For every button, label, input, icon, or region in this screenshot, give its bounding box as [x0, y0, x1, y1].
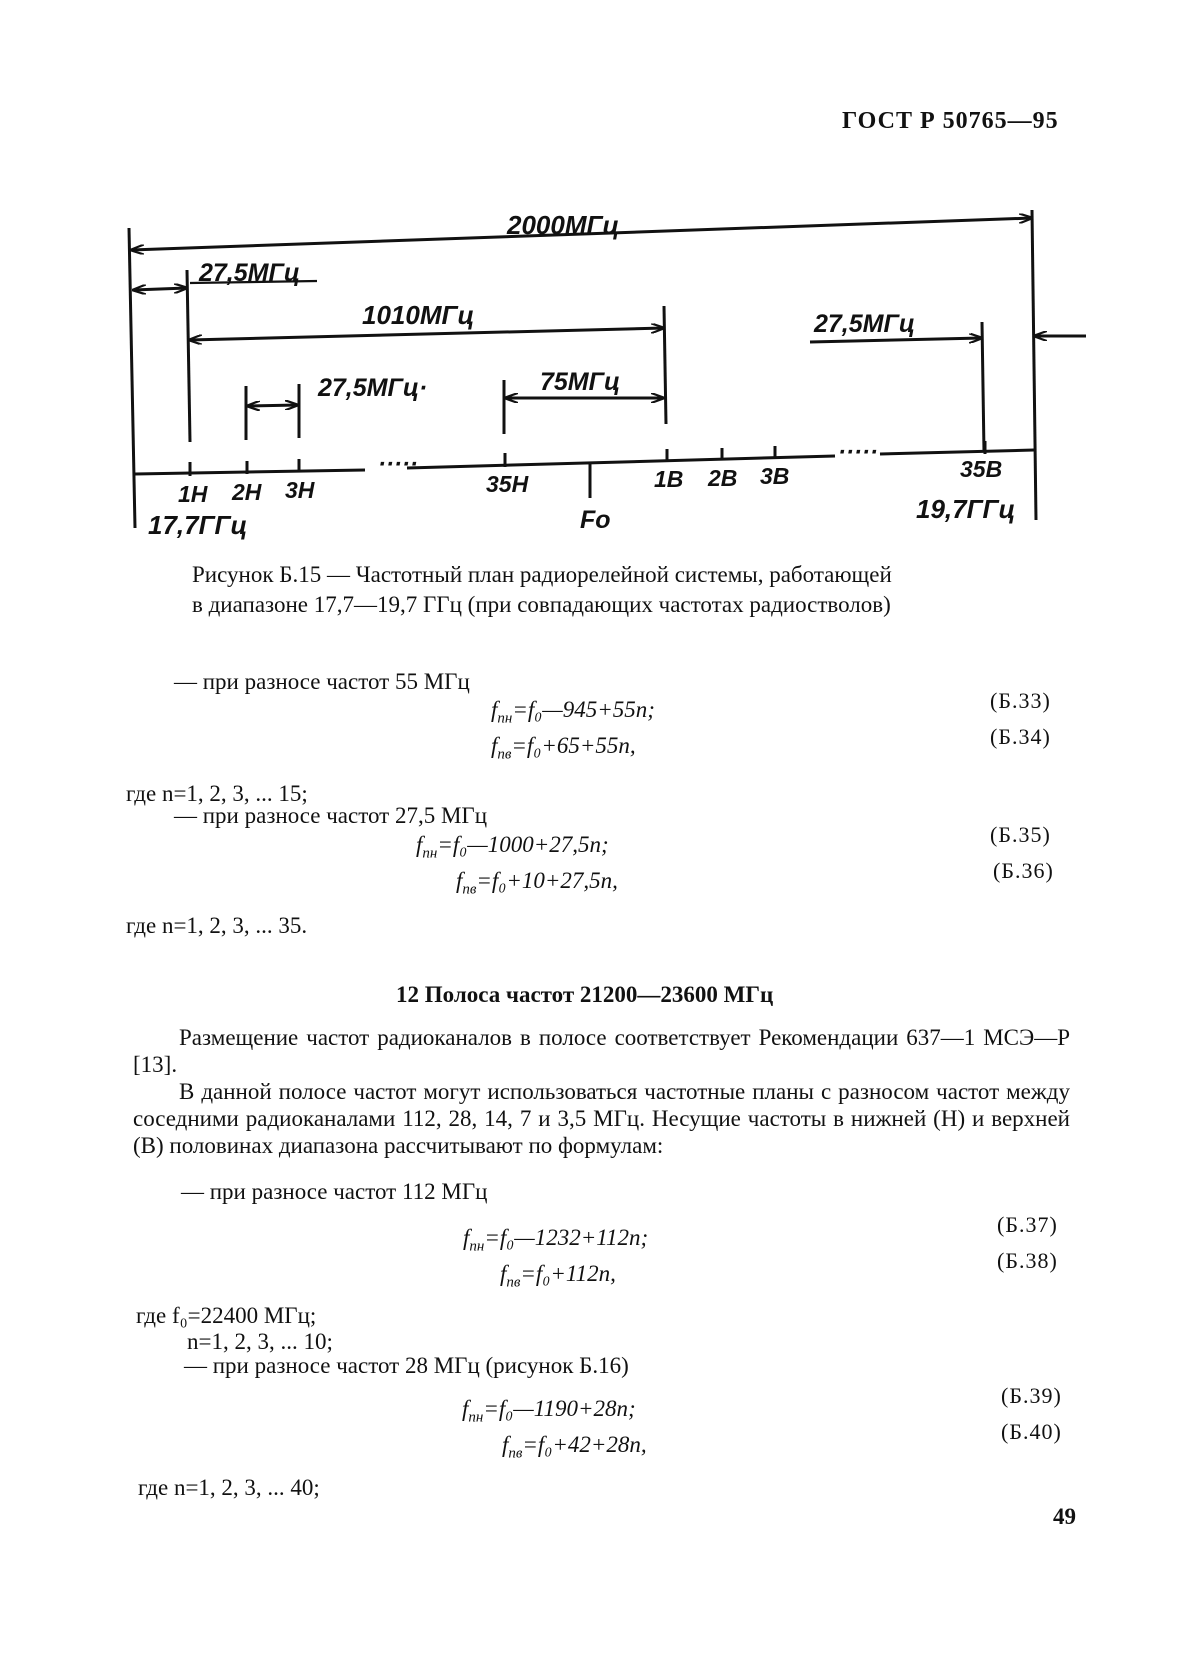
low-frequency-label: 17,7ГГц — [148, 510, 248, 540]
axis-right — [880, 450, 1034, 454]
channel-spacing-arrow — [247, 405, 298, 406]
eq-number-b34: (Б.34) — [990, 724, 1051, 749]
formula-b39: $f_{nн}=f_0—1190+28n$; — [462, 1396, 636, 1426]
eq-number-b37: (Б.37) — [997, 1212, 1058, 1237]
center-gap-label: 75МГц — [540, 368, 621, 396]
first-channel-line — [187, 270, 190, 442]
tick-label-3v: 3В — [760, 463, 790, 489]
right-guard-label: 27,5МГц — [814, 310, 915, 338]
block4-intro: — при разносе частот 28 МГц (рисунок Б.16) — [184, 1353, 629, 1378]
eq-number-b33: (Б.33) — [990, 688, 1051, 713]
tick-label-2v: 2В — [708, 465, 738, 491]
section-title: 12 Полоса частот 21200—23600 МГц — [396, 982, 774, 1007]
band-start-line — [129, 228, 135, 528]
block4-where: где n=1, 2, 3, ... 40; — [138, 1475, 320, 1500]
axis-ellipsis-right: ····· — [838, 439, 878, 466]
formula-b40: $f_{nв}=f_0+42+28n$, — [502, 1432, 647, 1462]
total-band-label: 2000МГц — [507, 210, 620, 240]
lower-half-label: 1010МГц — [362, 300, 475, 330]
formula-b37: $f_{nн}=f_0—1232+112n$; — [463, 1225, 649, 1255]
page-number: 49 — [1053, 1504, 1076, 1529]
block2-intro: — при разносе частот 27,5 МГц — [174, 803, 488, 828]
left-guard-arrow — [133, 288, 187, 290]
paragraph-2: В данной полосе частот могут использоваться частотные планы с разносом частот между соседними радиоканалами 112, 28, 14, 7 и 3,5 МГц. Несущие частоты в нижней (Н) и верхней (В) половинах диапазона рассчитывают по формулам: — [133, 1079, 1070, 1158]
formula-b35: $f_{nн}=f_0—1000+27,5n$; — [416, 832, 609, 862]
right-guard-arrow-in — [810, 338, 982, 342]
block1-intro: — при разносе частот 55 МГц — [174, 669, 470, 694]
paragraph-1: Размещение частот радиоканалов в полосе соответствует Рекомендации 637—1 МСЭ—Р [13]. — [133, 1025, 1070, 1077]
axis-left — [135, 470, 365, 474]
block3-where-f0: где f₀=22400 МГц; — [136, 1303, 317, 1328]
tick-label-1n: 1Н — [178, 481, 208, 507]
tick-label-1v: 1В — [654, 466, 684, 492]
center-frequency-label: Fo — [580, 506, 611, 534]
block1-where: где n=1, 2, 3, ... 15; — [126, 781, 308, 806]
eq-number-b38: (Б.38) — [997, 1248, 1058, 1273]
formula-b33: $f_{nн}=f_0—945+55n$; — [491, 697, 655, 727]
ch35v-line — [982, 322, 984, 452]
block3-where-n: n=1, 2, 3, ... 10; — [187, 1329, 333, 1354]
eq-number-b39: (Б.39) — [1001, 1383, 1062, 1408]
block3-intro: — при разносе частот 112 МГц — [181, 1179, 488, 1204]
tick-label-2n: 2Н — [232, 479, 262, 505]
frequency-plan-figure — [0, 0, 1187, 560]
formula-b38: $f_{nв}=f_0+112n$, — [500, 1261, 616, 1291]
figure-caption — [192, 560, 1012, 620]
standard-header: ГОСТ Р 50765—95 — [842, 108, 1059, 134]
left-guard-label: 27,5МГц — [199, 259, 300, 287]
formula-b34: $f_{nв}=f_0+65+55n$, — [491, 733, 636, 763]
caption-line-2: в диапазоне 17,7—19,7 ГГц (при совпадающих частотах радиостволов) — [192, 592, 891, 617]
formula-b36: $f_{nв}=f_0+10+27,5n$, — [456, 868, 618, 898]
block2-where: где n=1, 2, 3, ... 35. — [126, 913, 308, 938]
eq-number-b35: (Б.35) — [990, 822, 1051, 847]
eq-number-b40: (Б.40) — [1001, 1419, 1062, 1444]
frequency-plan-diagram — [0, 0, 1187, 560]
tick-label-35v: 35В — [960, 456, 1003, 482]
high-frequency-label: 19,7ГГц — [916, 494, 1016, 524]
tick-label-35n: 35Н — [486, 471, 529, 497]
band-end-line — [1032, 210, 1036, 520]
eq-number-b36: (Б.36) — [993, 858, 1054, 883]
channel-spacing-label: 27,5МГц· — [318, 374, 428, 402]
tick-label-3n: 3Н — [285, 477, 315, 503]
caption-line-1: Рисунок Б.15 — Частотный план радиорелейной системы, работающей — [192, 562, 892, 587]
axis-ellipsis-left: ····· — [378, 451, 418, 478]
upper-start-line — [664, 306, 666, 424]
